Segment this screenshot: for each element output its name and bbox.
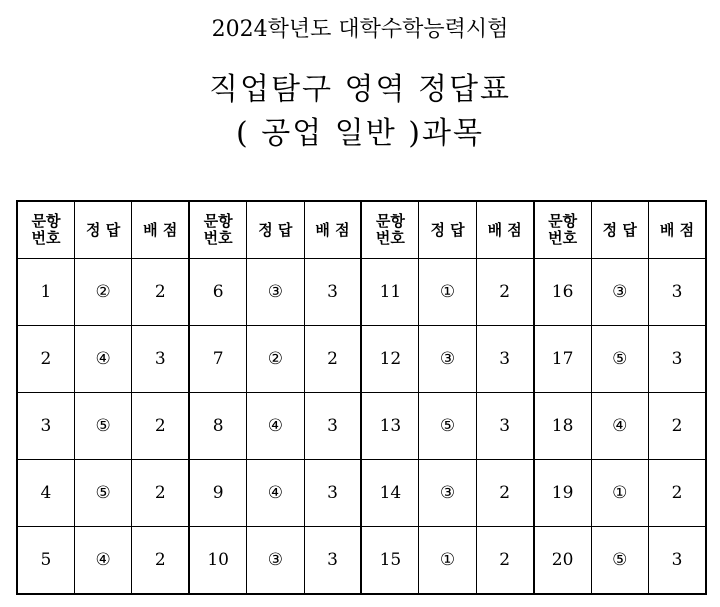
points-header: 배 점 (304, 201, 361, 259)
question-number: 6 (189, 259, 246, 326)
points-cell: 2 (476, 259, 533, 326)
answer-cell: ② (247, 326, 304, 393)
points-cell: 3 (648, 527, 706, 595)
points-cell: 3 (132, 326, 189, 393)
exam-title: 2024학년도 대학수학능력시험 (211, 17, 509, 42)
question-number-header: 문항 번호 (17, 201, 74, 259)
table-row (17, 527, 706, 595)
points-cell: 2 (476, 527, 533, 595)
question-number: 16 (534, 259, 591, 326)
answer-cell: ③ (419, 326, 476, 393)
question-number: 18 (534, 393, 591, 460)
question-number: 14 (361, 460, 418, 527)
question-number: 19 (534, 460, 591, 527)
answer-header: 정 답 (591, 201, 648, 259)
question-number-header: 문항 번호 (189, 201, 246, 259)
points-header: 배 점 (132, 201, 189, 259)
answer-cell: ⑤ (74, 393, 131, 460)
answer-header: 정 답 (419, 201, 476, 259)
question-number: 5 (17, 527, 74, 595)
answer-cell: ① (591, 460, 648, 527)
answer-cell: ④ (247, 393, 304, 460)
table-row (17, 326, 706, 393)
question-number: 11 (361, 259, 418, 326)
points-cell: 2 (132, 460, 189, 527)
subject-title: ( 공업 일반 )과목 (236, 116, 484, 151)
question-number-header: 문항 번호 (361, 201, 418, 259)
answer-cell: ③ (591, 259, 648, 326)
points-header: 배 점 (476, 201, 533, 259)
question-number: 13 (361, 393, 418, 460)
points-cell: 2 (648, 393, 706, 460)
points-cell: 2 (304, 326, 361, 393)
answer-table (16, 200, 707, 595)
question-number: 8 (189, 393, 246, 460)
answer-cell: ④ (74, 326, 131, 393)
answer-cell: ② (74, 259, 131, 326)
answer-cell: ⑤ (74, 460, 131, 527)
points-cell: 2 (648, 460, 706, 527)
question-number: 1 (17, 259, 74, 326)
answer-header: 정 답 (247, 201, 304, 259)
question-number: 7 (189, 326, 246, 393)
points-cell: 3 (304, 527, 361, 595)
points-cell: 3 (648, 259, 706, 326)
question-number: 17 (534, 326, 591, 393)
points-cell: 3 (304, 259, 361, 326)
answer-header: 정 답 (74, 201, 131, 259)
points-cell: 2 (132, 259, 189, 326)
question-number-header: 문항 번호 (534, 201, 591, 259)
points-cell: 2 (476, 460, 533, 527)
points-cell: 3 (648, 326, 706, 393)
answer-cell: ① (419, 527, 476, 595)
answer-cell: ⑤ (419, 393, 476, 460)
table-row (17, 393, 706, 460)
answer-cell: ④ (247, 460, 304, 527)
page-title: 직업탐구 영역 정답표 (209, 72, 511, 107)
question-number: 12 (361, 326, 418, 393)
header-row (17, 201, 706, 259)
answer-cell: ④ (74, 527, 131, 595)
answer-cell: ④ (591, 393, 648, 460)
answer-cell: ③ (419, 460, 476, 527)
table-row (17, 259, 706, 326)
question-number: 20 (534, 527, 591, 595)
question-number: 15 (361, 527, 418, 595)
question-number: 9 (189, 460, 246, 527)
question-number: 2 (17, 326, 74, 393)
points-cell: 3 (476, 326, 533, 393)
answer-cell: ① (419, 259, 476, 326)
points-cell: 2 (132, 393, 189, 460)
points-cell: 3 (476, 393, 533, 460)
answer-cell: ⑤ (591, 527, 648, 595)
answer-cell: ③ (247, 259, 304, 326)
points-cell: 3 (304, 460, 361, 527)
answer-cell: ③ (247, 527, 304, 595)
question-number: 3 (17, 393, 74, 460)
question-number: 4 (17, 460, 74, 527)
question-number: 10 (189, 527, 246, 595)
table-row (17, 460, 706, 527)
points-cell: 3 (304, 393, 361, 460)
points-cell: 2 (132, 527, 189, 595)
answer-cell: ⑤ (591, 326, 648, 393)
points-header: 배 점 (648, 201, 706, 259)
